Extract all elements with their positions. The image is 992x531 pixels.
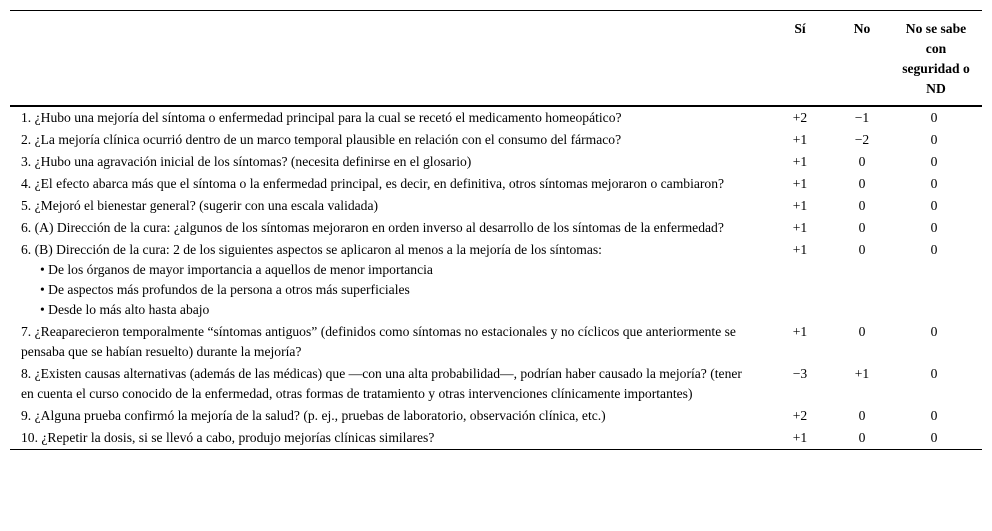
table-row [10, 239, 982, 321]
score-unknown-cell: 0 [930, 366, 938, 381]
header-unknown-label: No se sabe con seguridad o ND [902, 21, 970, 96]
bullet-item: • Desde lo más alto hasta abajo [40, 302, 210, 317]
score-unknown-cell: 0 [930, 220, 938, 235]
header-yes: Sí [762, 11, 838, 107]
score-unknown-cell: 0 [930, 408, 938, 423]
score-no-cell: 0 [858, 220, 866, 235]
score-yes-cell: +1 [792, 132, 808, 147]
table-body [10, 106, 982, 450]
score-no-cell: 0 [858, 242, 866, 257]
table-row [10, 173, 982, 195]
table-row [10, 427, 982, 450]
question-cell [10, 405, 762, 427]
table-row [10, 217, 982, 239]
question-text: 8. ¿Existen causas alternativas (además de las médicas) que —con una alta probabilidad—, podrían haber causado la mejoría? (tener en cuenta el curso conocido de la enfermedad, otras formas de tratamiento y otras intervenciones clínicamente importantes) [21, 366, 742, 401]
question-text: 6. (A) Dirección de la cura: ¿algunos de los síntomas mejoraron en orden inverso al desarrollo de los síntomas de la enfermedad? [21, 220, 724, 235]
question-text: 4. ¿El efecto abarca más que el síntoma o la enfermedad principal, es decir, en definitiva, otros síntomas mejoraron o cambiaron? [21, 176, 725, 191]
score-unknown-cell: 0 [930, 132, 938, 147]
score-no-cell: 0 [858, 154, 866, 169]
question-cell [10, 173, 762, 195]
score-unknown-cell: 0 [930, 324, 938, 339]
header-row [10, 11, 982, 107]
score-yes-cell: +1 [792, 220, 808, 235]
question-cell [10, 106, 762, 129]
score-no-cell: 0 [858, 198, 866, 213]
table-row [10, 405, 982, 427]
score-unknown-cell: 0 [930, 154, 938, 169]
score-no-cell: −2 [854, 132, 870, 147]
score-yes-cell: +1 [792, 176, 808, 191]
table-row [10, 321, 982, 363]
score-no-cell: +1 [854, 366, 870, 381]
header-no: No [838, 11, 886, 107]
question-text: 7. ¿Reaparecieron temporalmente “síntomas antiguos” (definidos como síntomas no estacionales y no cíclicos que anteriormente se pensaba que se habían resuelto) durante la mejoría? [21, 324, 736, 359]
score-unknown-cell: 0 [930, 110, 938, 125]
score-yes-cell: +1 [792, 324, 808, 339]
question-cell [10, 321, 762, 363]
question-cell [10, 195, 762, 217]
question-text: 3. ¿Hubo una agravación inicial de los síntomas? (necesita definirse en el glosario) [21, 154, 472, 169]
score-yes-cell: +1 [792, 154, 808, 169]
question-text: 5. ¿Mejoró el bienestar general? (sugerir con una escala validada) [21, 198, 379, 213]
score-unknown-cell: 0 [930, 176, 938, 191]
question-cell [10, 129, 762, 151]
question-cell [10, 151, 762, 173]
score-unknown-cell: 0 [930, 198, 938, 213]
score-yes-cell: +1 [792, 242, 808, 257]
question-cell [10, 217, 762, 239]
table-row [10, 106, 982, 129]
table-row [10, 363, 982, 405]
score-unknown-cell: 0 [886, 427, 982, 450]
question-cell [10, 427, 762, 450]
scoring-table-container [10, 10, 982, 450]
table-row [10, 129, 982, 151]
header-unknown [886, 11, 982, 107]
scoring-table [10, 10, 982, 450]
table-header [10, 11, 982, 107]
score-no-cell: 0 [858, 408, 866, 423]
score-yes-cell: −3 [792, 366, 808, 381]
score-unknown-cell: 0 [930, 242, 938, 257]
question-text: 9. ¿Alguna prueba confirmó la mejoría de la salud? (p. ej., pruebas de laboratorio, observación clínica, etc.) [21, 408, 606, 423]
table-row [10, 151, 982, 173]
question-text: 10. ¿Repetir la dosis, si se llevó a cabo, produjo mejorías clínicas similares? [21, 430, 435, 445]
score-no-cell: −1 [854, 110, 870, 125]
score-no-cell: 0 [858, 176, 866, 191]
score-yes-cell: +1 [792, 198, 808, 213]
score-yes-cell: +1 [762, 427, 838, 450]
question-text: 2. ¿La mejoría clínica ocurrió dentro de un marco temporal plausible en relación con el consumo del fármaco? [21, 132, 622, 147]
question-cell [10, 239, 762, 321]
bullet-item: • De aspectos más profundos de la persona a otros más superficiales [40, 282, 410, 297]
score-yes-cell: +2 [792, 110, 808, 125]
bullet-item: • De los órganos de mayor importancia a aquellos de menor importancia [40, 262, 433, 277]
question-text: 6. (B) Dirección de la cura: 2 de los siguientes aspectos se aplicaron al menos a la mejoría de los síntomas: [21, 242, 602, 257]
score-yes-cell: +2 [792, 408, 808, 423]
question-text: 1. ¿Hubo una mejoría del síntoma o enfermedad principal para la cual se recetó el medicamento homeopático? [21, 110, 622, 125]
score-no-cell: 0 [838, 427, 886, 450]
question-cell [10, 363, 762, 405]
table-row [10, 195, 982, 217]
header-question [10, 11, 762, 107]
score-no-cell: 0 [858, 324, 866, 339]
